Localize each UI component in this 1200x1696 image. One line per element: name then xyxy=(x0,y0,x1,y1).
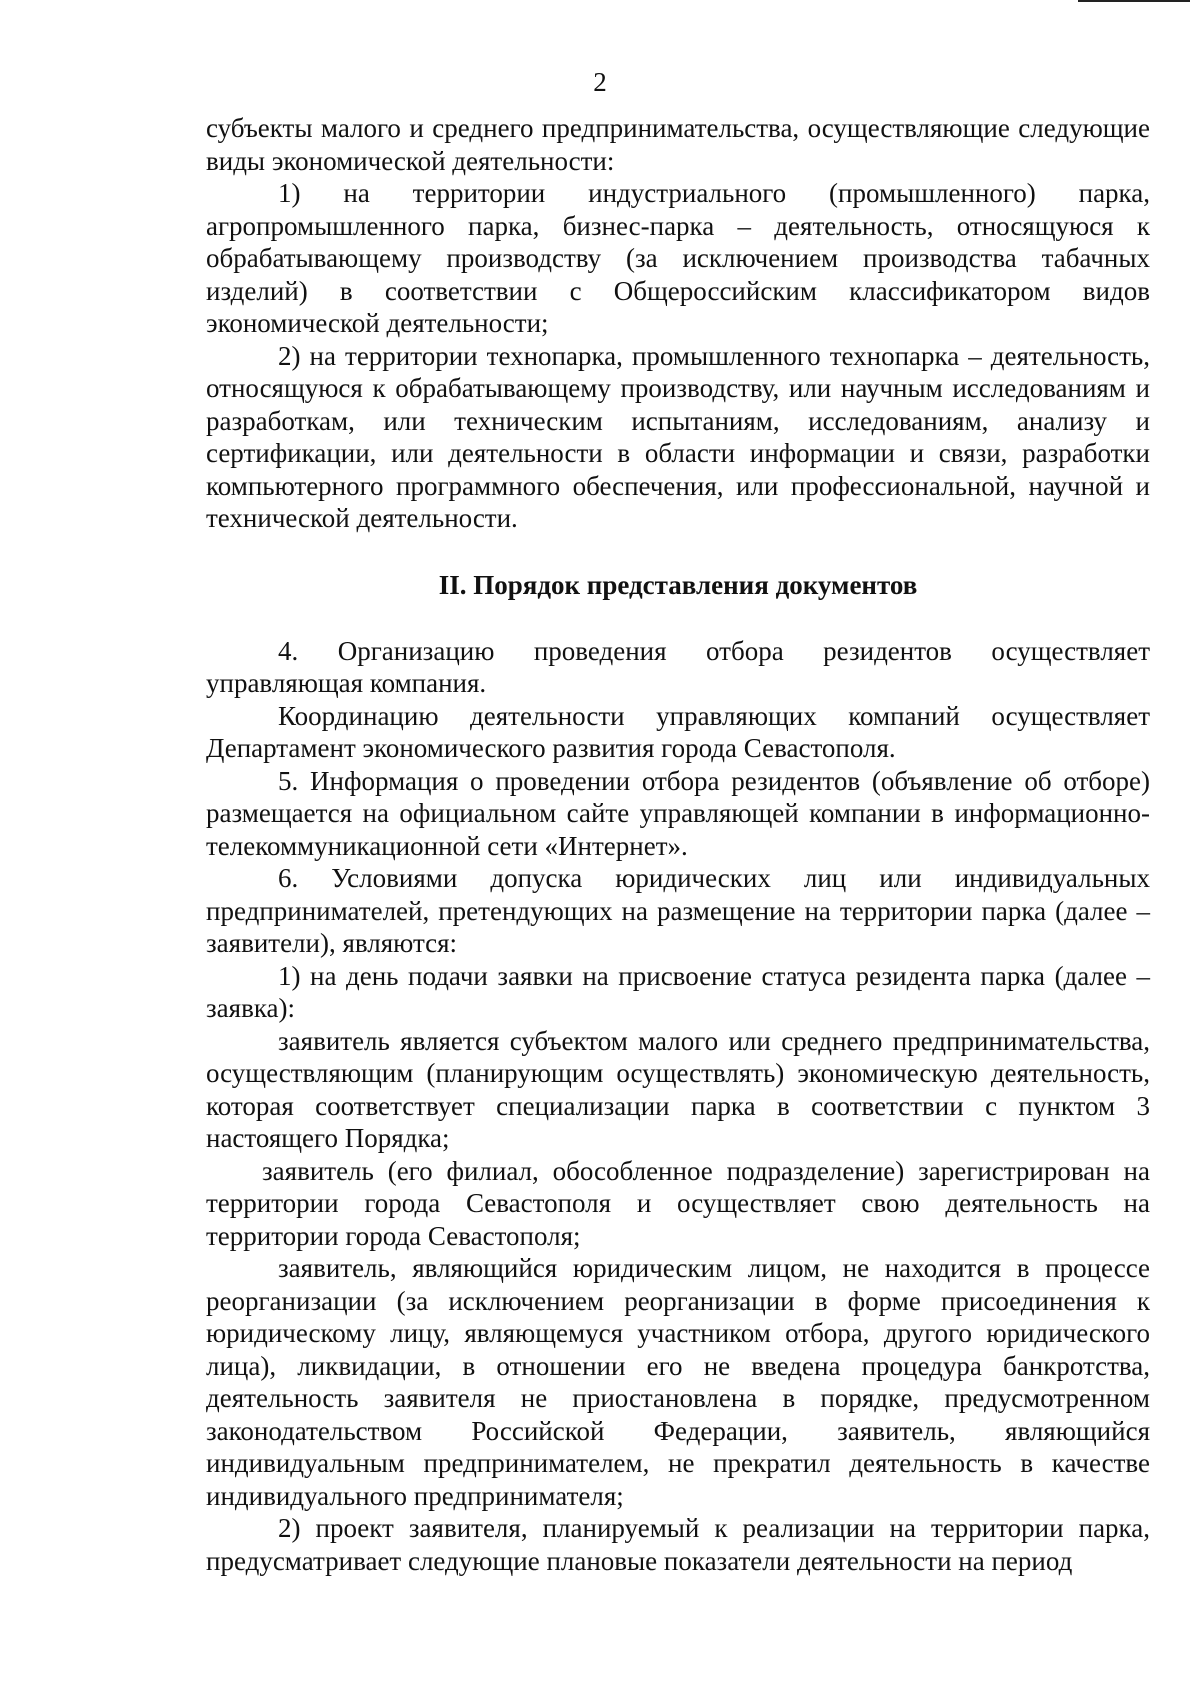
paragraph: 2) проект заявителя, планируемый к реализации на территории парка, предусматривает следующие плановые показатели деятельности на период xyxy=(206,1513,1150,1576)
document-body xyxy=(206,112,1150,1577)
paragraph: заявитель (его филиал, обособленное подразделение) зарегистрирован на территории города Севастополя и осуществляет свою деятельность на территории города Севастополя; xyxy=(206,1155,1150,1251)
paragraph: заявитель, являющийся юридическим лицом, не находится в процессе реорганизации (за исключением реорганизации в форме присоединения к юридическому лицу, являющемуся участником отбора, другого юридического лица), ликвидации, в отношении его не введена процедура банкротства, деятельность заявителя не приостановлена в порядке, предусмотренном законодательством Российской Федерации, заявитель, являющийся индивидуальным предпринимателем, не прекратил деятельность в качестве индивидуального предпринимателя; xyxy=(206,1253,1150,1511)
paragraph: 1) на день подачи заявки на присвоение статуса резидента парка (далее – заявка): xyxy=(206,960,1150,1023)
page-number: 2 xyxy=(593,67,607,97)
paragraph: субъекты малого и среднего предпринимательства, осуществляющие следующие виды экономической деятельности: xyxy=(206,113,1150,176)
paragraph: 2) на территории технопарка, промышленного технопарка – деятельность, относящуюся к обрабатывающему производству, или научным исследованиям и разработкам, или техническим испытаниям, исследованиям, анализу и сертификации, или деятельности в области информации и связи, разработки компьютерного программного обеспечения, или профессиональной, научной и технической деятельности. xyxy=(206,340,1150,533)
paragraph: 4. Организацию проведения отбора резидентов осуществляет управляющая компания. xyxy=(206,635,1150,698)
top-edge-rule xyxy=(1078,0,1190,2)
paragraph: заявитель является субъектом малого или среднего предпринимательства, осуществляющим (планирующим осуществлять) экономическую деятельность, которая соответствует специализации парка в соответствии с пунктом 3 настоящего Порядка; xyxy=(206,1025,1150,1153)
paragraph: 5. Информация о проведении отбора резидентов (объявление об отборе) размещается на официальном сайте управляющей компании в информационно-телекоммуникационной сети «Интернет». xyxy=(206,765,1150,861)
section-heading: II. Порядок представления документов xyxy=(438,569,918,600)
paragraph: Координацию деятельности управляющих компаний осуществляет Департамент экономического развития города Севастополя. xyxy=(206,700,1150,763)
paragraph: 1) на территории индустриального (промышленного) парка, агропромышленного парка, бизнес-парка – деятельность, относящуюся к обрабатывающему производству (за исключением производства табачных изделий) в соответствии с Общероссийским классификатором видов экономической деятельности; xyxy=(206,178,1150,338)
paragraph: 6. Условиями допуска юридических лиц или индивидуальных предпринимателей, претендующих на размещение на территории парка (далее – заявители), являются: xyxy=(206,863,1150,958)
